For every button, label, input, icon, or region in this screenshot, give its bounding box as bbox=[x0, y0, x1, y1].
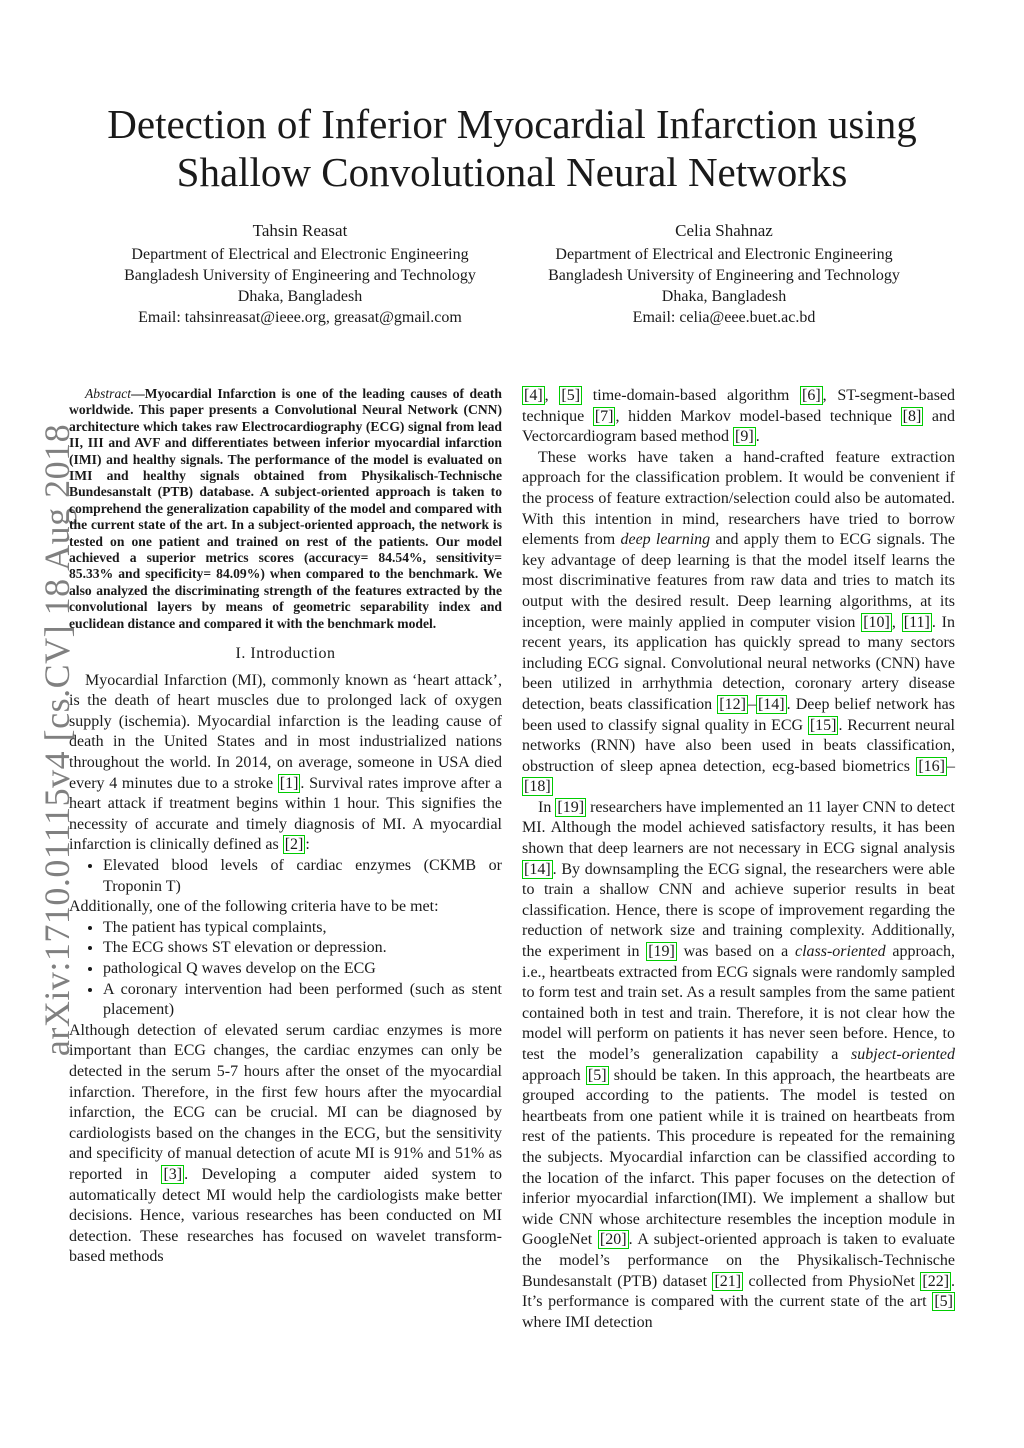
list-item: • A coronary intervention had been performed (such as stent placement) bbox=[103, 980, 502, 1021]
author-city: Dhaka, Bangladesh bbox=[237, 288, 363, 305]
title-line-1: Detection of Inferior Myocardial Infarction using bbox=[107, 101, 917, 147]
intro-paragraph-3: Although detection of elevated serum cardiac enzymes is more important than ECG changes, the cardiac enzymes can only be detected in the serum 5-7 hours after the onset of the myocardial infarction. Therefore, in the first few hours after the myocardial infarction, the ECG can be crucial. MI can be diagnosed by cardiologists based on the changes in the ECG, but the sensitivity and specificity of manual detection of acute MI is 91% and 51% as reported in [3] . Developing a computer aided system to automatically detect MI would help the cardiologists make better decisions. Hence, various researches has been conducted on MI detection. These researches has focused on wavelet transform-based methods bbox=[69, 1021, 502, 1266]
citation-link[interactable]: [15] bbox=[809, 716, 837, 734]
intro-paragraph-2: Additionally, one of the following criteria have to be met: bbox=[69, 898, 439, 916]
author-block-2 bbox=[514, 220, 934, 328]
definition-list bbox=[69, 856, 502, 897]
citation-link[interactable]: [14] bbox=[524, 860, 551, 878]
section-heading: I. Introduction bbox=[235, 645, 336, 663]
citation-link[interactable]: [19] bbox=[557, 798, 585, 816]
citation-link[interactable]: [10] bbox=[863, 613, 890, 631]
citation-link[interactable]: [11] bbox=[903, 613, 930, 631]
citation-link[interactable]: [5] bbox=[934, 1293, 953, 1311]
citation-link[interactable]: [4] bbox=[524, 387, 543, 404]
list-item: • The patient has typical complaints, bbox=[103, 918, 502, 939]
author-block-1 bbox=[90, 220, 510, 328]
right-paragraph-1: [4] , [5] time-domain-based algorithm [6] , ST-segment-based technique [7] , hidden Markov model-based technique [8] and Vectorcardiogram based method [9] . bbox=[522, 387, 956, 446]
citation-link[interactable]: [14] bbox=[757, 695, 785, 713]
author-univ: Bangladesh University of Engineering and Technology bbox=[124, 267, 476, 284]
citation-link[interactable]: [5] bbox=[587, 1066, 607, 1084]
author-email: Email: tahsinreasat@ieee.org, greasat@gmail.com bbox=[138, 309, 462, 326]
citation-link[interactable]: [2] bbox=[284, 836, 304, 854]
arxiv-identifier: arXiv:1710.01115v4 [cs.CV] 18 Aug 2018 bbox=[37, 423, 77, 1057]
abstract-text: —Myocardial Infarction is one of the leading causes of death worldwide. This paper presents a Convolutional Neural Network (CNN) architecture which takes raw Electrocardiography (ECG) signal from lead II, III and AVF and differentiates between inferior myocardial infarction (IMI) and healthy signals. The performance of the model is evaluated on IMI and healthy signals obtained from Physikalisch-Technische Bundesanstalt (PTB) database. A subject-oriented approach is taken to comprehend the generalization capability of the model and compared with the current state of the art. In a subject-oriented approach, the network is tested on one patient and trained on rest of the patients. Our model achieved a superior metrics scores (accuracy= 84.54%, sensitivity= 85.33% and specificity= 84.09%) when compared to the benchmark. We also analyzed the discriminating strength of the features extracted by the convolutional layers by means of geometric separability index and euclidean distance and compared it with the benchmark model. bbox=[69, 386, 502, 631]
author-univ: Bangladesh University of Engineering and Technology bbox=[548, 267, 900, 284]
citation-link[interactable]: [12] bbox=[719, 695, 746, 713]
right-column bbox=[522, 386, 955, 1333]
author-dept: Department of Electrical and Electronic Engineering bbox=[555, 246, 893, 263]
citation-link[interactable]: [18] bbox=[524, 778, 551, 796]
criteria-list bbox=[69, 918, 502, 1021]
list-item: • The ECG shows ST elevation or depression. bbox=[103, 938, 502, 959]
citation-link[interactable]: [19] bbox=[648, 943, 675, 961]
citation-link[interactable]: [5] bbox=[561, 387, 581, 404]
author-dept: Department of Electrical and Electronic Engineering bbox=[131, 246, 469, 263]
right-paragraph-3: In [19] researchers have implemented an 11 layer CNN to detect MI. Although the model achieved satisfactory results, it has been shown that deep learners are not necessary in ECG signal analysis [14] . By downsampling the ECG signal, the researchers were able to train a shallow CNN and achieve superior results in beat classification. Hence, there is scope of improvement regarding the reduction of network size and training complexity. Additionally, the experiment in [19] was based on a class-oriented approach, i.e., heartbeats extracted from ECG signals were randomly sampled to form test and train set. As a result samples from the same patient contained both in test and train. Therefore, it is not clear how the model will perform on patients it has never seen before. Hence, to test the model’s generalization capability a subject-oriented approach [5] should be taken. In this approach, the heartbeats are grouped according to the patients. The model is tested on heartbeats from one patient while it is trained on heartbeats from rest of the patients. This procedure is repeated for the remaining the subjects. Myocardial infarction can be classified according to the location of the infarct. This paper focuses on the detection of inferior myocardial infarction(IMI). We implement a shallow but wide CNN whose architecture resembles the inception module in GoogleNet [20] . A subject-oriented approach is taken to evaluate the model’s performance on the Physikalisch-Technische Bundesanstalt (PTB) dataset [21] collected from PhysioNet [22] . It’s performance is compared with the current state of the art [5] where IMI detection bbox=[522, 798, 956, 1331]
abstract bbox=[69, 386, 502, 632]
paper-title bbox=[40, 100, 984, 196]
title-line-2: Shallow Convolutional Neural Networks bbox=[176, 149, 848, 195]
author-name: Celia Shahnaz bbox=[675, 221, 773, 240]
citation-link[interactable]: [9] bbox=[735, 428, 754, 446]
abstract-label: Abstract bbox=[85, 386, 132, 401]
citation-link[interactable]: [3] bbox=[163, 1165, 183, 1183]
author-city: Dhaka, Bangladesh bbox=[661, 288, 787, 305]
citation-link[interactable]: [20] bbox=[599, 1231, 627, 1249]
intro-paragraph-1: Myocardial Infarction (MI), commonly known as ‘heart attack’, is the death of heart muscles due to prolonged lack of oxygen supply (ischemia). Myocardial infarction is the leading cause of death in the United States and in most industrialized nations throughout the world. In 2014, on average, someone in USA died every 4 minutes due to a stroke [1] . Survival rates improve after a heart attack if treatment begins within 1 hour. This signifies the necessity of accurate and timely diagnosis of MI. A myocardial infarction is clinically defined as [2] : bbox=[69, 671, 502, 854]
citation-link[interactable]: [8] bbox=[902, 407, 922, 425]
citation-link[interactable]: [21] bbox=[714, 1272, 742, 1290]
author-email: Email: celia@eee.buet.ac.bd bbox=[632, 309, 816, 326]
left-column bbox=[69, 386, 502, 1268]
citation-link[interactable]: [22] bbox=[922, 1272, 950, 1290]
right-paragraph-2: These works have taken a hand-crafted feature extraction approach for the classification problem. It would be convenient if the process of feature extraction/selection could also be automated. With this intention in mind, researchers have tried to borrow elements from deep learning and apply them to ECG signals. The key advantage of deep learning is that the model itself learns the most discriminative features from raw data and tries to match its output with the desired result. Deep learning algorithms, at its inception, were mainly applied in computer vision [10] , [11] . In recent years, its application has quickly spread to many sectors including ECG signal. Convolutional neural networks (CNN) have been utilized in arrhythmia detection, coronary artery disease detection, beats classification [12] – [14] . Deep belief network has been used to classify signal quality in ECG [15] . Recurrent neural networks (RNN) have also been used in beats classification, obstruction of sleep apnea detection, ecg-based biometrics [16] –[18] bbox=[522, 448, 956, 796]
citation-link[interactable]: [16] bbox=[918, 757, 945, 775]
list-item: • pathological Q waves develop on the ECG bbox=[103, 959, 502, 980]
list-item: • Elevated blood levels of cardiac enzymes (CKMB or Troponin T) bbox=[103, 856, 502, 897]
citation-link[interactable]: [6] bbox=[802, 387, 821, 404]
citation-link[interactable]: [7] bbox=[594, 407, 614, 425]
citation-link[interactable]: [1] bbox=[279, 774, 299, 792]
author-name: Tahsin Reasat bbox=[252, 221, 348, 240]
